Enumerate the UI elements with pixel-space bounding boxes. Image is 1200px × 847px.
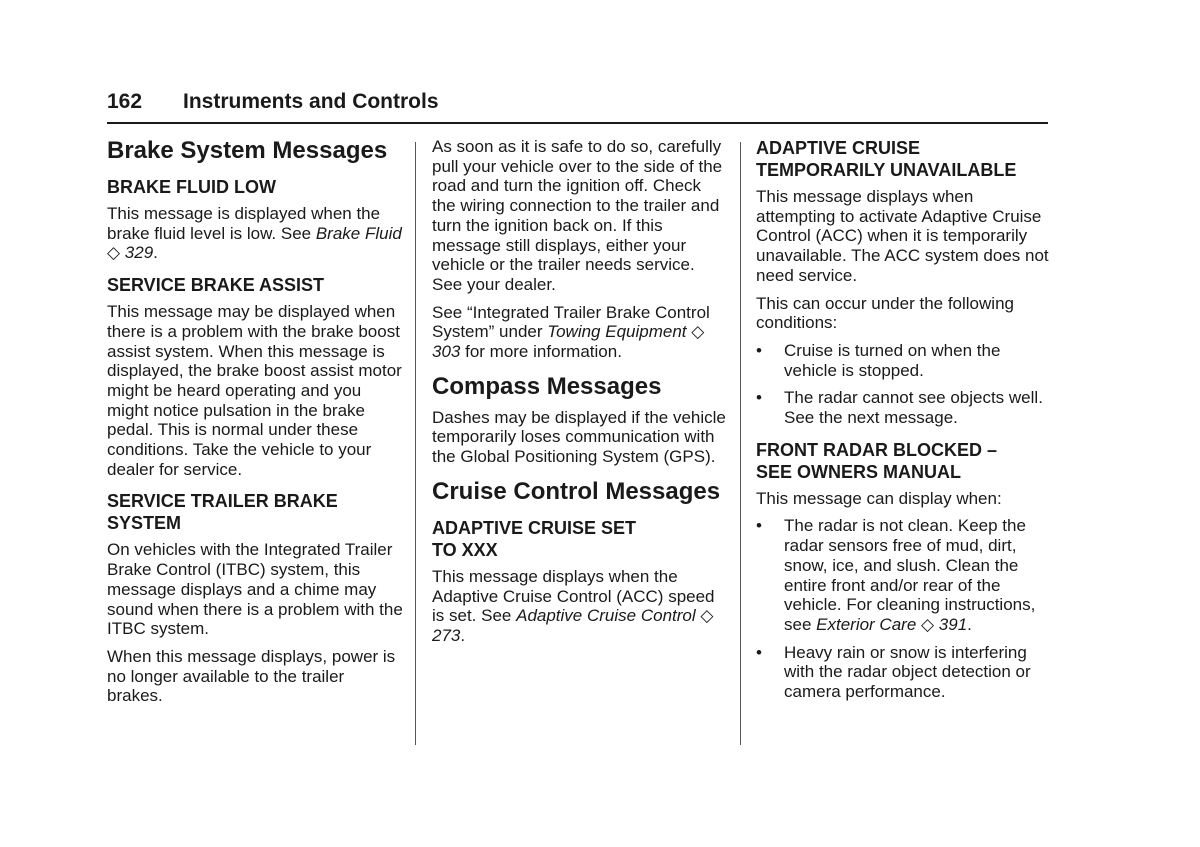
paragraph-text: This message displays when the Adaptive Cruise Control (ACC) speed is set. See [432,566,715,626]
heading-service-brake-assist: SERVICE BRAKE ASSIST [107,275,325,296]
heading-adaptive-cruise-set [432,517,728,561]
list-item [756,516,1052,634]
heading-line: FRONT RADAR BLOCKED – [756,439,997,460]
heading-service-trailer-brake [107,490,403,534]
heading-line: TO XXX [432,539,498,560]
itbc-paragraph: On vehicles with the Integrated Trailer Brake Control (ITBC) system, this message displays and a chime may sound when there is a problem with the ITBC system. [107,540,403,639]
conditions-paragraph: This can occur under the following conditions: [756,293,1014,333]
section-title-brake-system: Brake System Messages [107,137,388,164]
list-item [756,341,1052,380]
conditions-list [756,341,1052,428]
list-item-text: Cruise is turned on when the vehicle is stopped. [784,340,1001,380]
list-item-text: The radar cannot see objects well. See the next message. [784,388,1043,428]
acc-set-paragraph [432,567,728,646]
bullet-icon: • [756,642,762,662]
paragraph-text: for more information. [460,342,622,362]
chapter-title: Instruments and Controls [183,90,439,113]
list-item-text: Heavy rain or snow is interfering with the radar object detection or camera performance. [784,642,1031,702]
list-item-text: The radar is not clean. Keep the radar sensors free of mud, dirt, snow, ice, and slush. Clean the entire front and/or rear of the vehicle. For cleaning instructions, see [784,516,1036,634]
compass-paragraph: Dashes may be displayed if the vehicle temporarily loses communication with the Global Positioning System (GPS). [432,407,726,467]
heading-line: TEMPORARILY UNAVAILABLE [756,160,1017,180]
list-item-text: . [967,614,972,634]
page-header [107,88,1048,124]
heading-line: SYSTEM [107,513,182,534]
bullet-icon: • [756,516,762,536]
cross-reference-link[interactable]: Brake Fluid ◇ 329 [107,223,402,263]
heading-line: SEE OWNERS MANUAL [756,461,962,482]
paragraph-text: This message is displayed when the brake fluid level is low. See [107,204,381,243]
cross-reference-link[interactable]: Towing Equipment ◇ 303 [432,322,705,362]
towing-reference-paragraph [432,303,728,362]
acc-unavailable-paragraph: This message displays when attempting to activate Adaptive Cruise Control (ACC) when it is temporarily unavailable. The ACC system does not need service. [756,187,1049,285]
column-middle [432,137,728,654]
column-divider [740,142,741,745]
paragraph-text: See “Integrated Trailer Brake Control System” under [432,302,710,342]
brake-assist-paragraph: This message may be displayed when there is a problem with the brake boost assist system. When this message is displayed, the brake boost assist motor might be heard operating and you might notice pulsation in the brake pedal. This is normal under these conditions. Take the vehicle to your dealer for service. [107,302,402,479]
page-number: 162 [107,90,143,113]
list-item [756,643,1052,702]
heading-brake-fluid-low: BRAKE FLUID LOW [107,177,276,197]
column-right [756,137,1052,710]
heading-front-radar-blocked [756,439,1052,483]
cross-reference-link[interactable]: Adaptive Cruise Control ◇ 273 [432,606,714,645]
pull-over-paragraph: As soon as it is safe to do so, carefully pull your vehicle over to the side of the road and turn the ignition off. Check the wiring connection to the trailer and turn the ignition back on. If this message still displays, either your vehicle or the trailer needs service. See your dealer. [432,137,723,294]
column-divider [415,142,416,745]
heading-line: ADAPTIVE CRUISE [756,138,921,158]
section-title-compass: Compass Messages [432,372,662,400]
cross-reference-link[interactable]: Exterior Care ◇ 391 [816,614,968,634]
trailer-power-paragraph: When this message displays, power is no longer available to the trailer brakes. [107,646,396,706]
radar-conditions-list [756,516,1052,701]
bullet-icon: • [756,340,762,360]
heading-line: ADAPTIVE CRUISE SET [432,517,637,538]
paragraph-text: . [460,625,466,645]
paragraph-text: . [153,243,158,263]
radar-paragraph: This message can display when: [756,488,1002,508]
bullet-icon: • [756,388,762,408]
column-left [107,137,403,714]
heading-line: SERVICE TRAILER BRAKE [107,491,338,512]
list-item [756,388,1052,427]
section-title-cruise-control: Cruise Control Messages [432,477,721,505]
heading-adaptive-cruise-unavailable [756,137,1052,181]
brake-fluid-paragraph [107,204,403,263]
